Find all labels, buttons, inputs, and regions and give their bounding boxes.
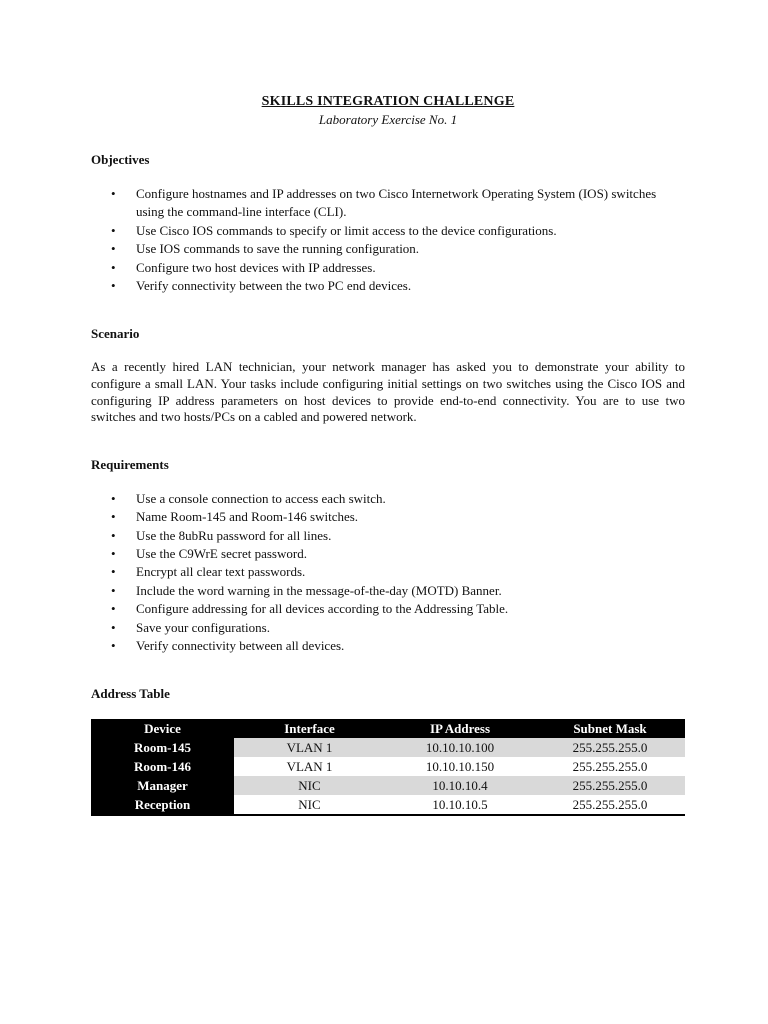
bullet-icon: • [111,186,116,201]
requirement-text: Use the 8ubRu password for all lines. [136,527,332,543]
list-item [91,619,685,637]
bullet-icon: • [111,278,116,294]
list-item [91,508,685,526]
requirement-text: Name Room-145 and Room-146 switches. [136,509,359,525]
device-cell: Room-145 [91,738,234,757]
list-item [91,527,685,545]
requirement-text: Use the C9WrE secret password. [136,546,307,562]
table-row [91,738,685,757]
list-item [91,490,685,508]
interface-cell: VLAN 1 [234,757,385,776]
subnet-mask-cell: 255.255.255.0 [535,795,685,815]
list-item [91,545,685,563]
table-header-row [91,719,685,738]
table-row [91,795,685,815]
interface-cell: NIC [234,776,385,795]
objectives-list [91,185,685,295]
bullet-icon: • [111,601,116,617]
bullet-icon: • [111,564,116,580]
column-header-interface: Interface [234,719,385,738]
bullet-icon: • [111,638,116,654]
bullet-icon: • [111,259,116,275]
objectives-heading: Objectives [91,152,150,167]
bullet-icon: • [111,241,116,257]
ip-address-cell: 10.10.10.100 [385,738,535,757]
requirement-text: Include the word warning in the message-of-the-day (MOTD) Banner. [136,582,502,598]
requirement-text: Configure addressing for all devices according to the Addressing Table. [136,601,509,617]
column-header-subnet-mask: Subnet Mask [535,719,685,738]
objective-text: Use IOS commands to save the running configuration. [136,241,420,257]
list-item [91,582,685,600]
requirement-text: Verify connectivity between all devices. [136,638,345,654]
requirements-list [91,490,685,656]
interface-cell: VLAN 1 [234,738,385,757]
list-item [91,222,685,240]
bullet-icon: • [111,619,116,635]
ip-address-cell: 10.10.10.5 [385,795,535,815]
objective-text: Verify connectivity between the two PC end devices. [136,278,412,294]
ip-address-cell: 10.10.10.150 [385,757,535,776]
list-item [91,259,685,277]
list-item [91,637,685,655]
device-cell: Room-146 [91,757,234,776]
table-row [91,757,685,776]
requirement-text: Save your configurations. [136,619,270,635]
requirement-text: Encrypt all clear text passwords. [136,564,306,580]
list-item [91,563,685,581]
subnet-mask-cell: 255.255.255.0 [535,776,685,795]
bullet-icon: • [111,582,116,598]
scenario-paragraph: As a recently hired LAN technician, your network manager has asked you to demonstrate your ability to configure a small LAN. Your tasks include configuring initial settings on two switches using the Cisco IOS and configuring IP address parameters on host devices to provide end-to-end connectivity. You are to use two switches and two hosts/PCs on a cabled and powered network. [91,359,685,425]
list-item [91,600,685,618]
scenario-heading: Scenario [91,326,140,342]
device-cell: Manager [91,776,234,795]
list-item [91,277,685,295]
bullet-icon: • [111,527,116,543]
document-subtitle: Laboratory Exercise No. 1 [318,112,458,127]
subnet-mask-cell: 255.255.255.0 [535,757,685,776]
column-header-device: Device [91,719,234,738]
address-table [91,719,685,816]
bullet-icon: • [111,546,116,562]
address-table-heading: Address Table [91,686,170,702]
objective-text: Configure two host devices with IP addresses. [136,259,376,275]
requirements-heading: Requirements [91,456,169,472]
device-cell: Reception [91,795,234,815]
list-item [91,185,685,222]
objective-text: Use Cisco IOS commands to specify or limit access to the device configurations. [136,222,557,238]
subnet-mask-cell: 255.255.255.0 [535,738,685,757]
interface-cell: NIC [234,795,385,815]
table-row [91,776,685,795]
document-page [91,93,685,816]
objective-text: Configure hostnames and IP addresses on two Cisco Internetwork Operating System (IOS) switches using the command-line interface (CLI). [136,186,657,220]
bullet-icon: • [111,490,116,506]
requirement-text: Use a console connection to access each switch. [136,490,386,506]
bullet-icon: • [111,509,116,525]
column-header-ip-address: IP Address [385,719,535,738]
list-item [91,240,685,258]
ip-address-cell: 10.10.10.4 [385,776,535,795]
bullet-icon: • [111,222,116,238]
document-title: SKILLS INTEGRATION CHALLENGE [261,94,515,109]
